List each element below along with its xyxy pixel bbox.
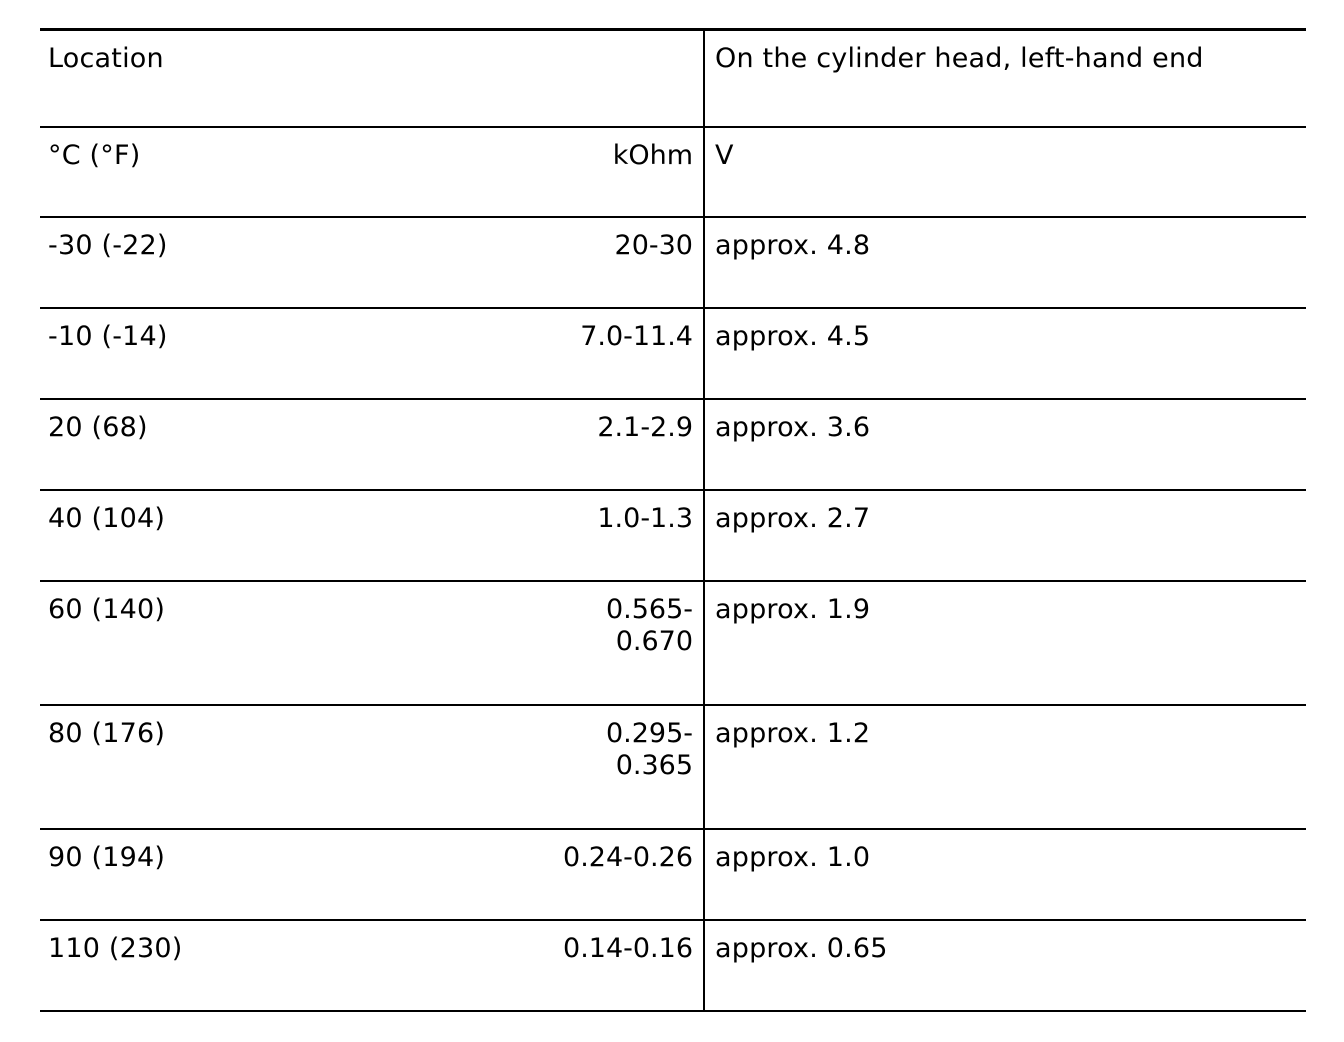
temperature-cell: 80 (176)	[48, 718, 166, 749]
resistance-cell: 20-30	[614, 230, 693, 261]
right-cell	[705, 309, 1306, 398]
left-cell	[40, 921, 705, 1010]
temperature-cell: 20 (68)	[48, 412, 148, 443]
left-cell	[40, 309, 705, 398]
resistance-cell: 7.0-11.4	[580, 321, 693, 352]
temperature-cell: 40 (104)	[48, 503, 166, 534]
right-cell	[705, 400, 1306, 489]
voltage-cell: approx. 4.8	[715, 230, 871, 261]
table-row	[40, 921, 1306, 1012]
right-cell	[705, 491, 1306, 580]
voltage-cell: approx. 1.9	[715, 594, 871, 625]
voltage-cell: approx. 1.0	[715, 842, 871, 873]
temperature-cell: -30 (-22)	[48, 230, 168, 261]
location-value-cell	[705, 31, 1306, 126]
voltage-cell: approx. 3.6	[715, 412, 871, 443]
voltage-cell: approx. 0.65	[715, 933, 888, 964]
header-right-cell	[705, 128, 1306, 216]
resistance-cell: 0.565- 0.670	[605, 594, 693, 657]
location-label-cell	[40, 31, 705, 126]
resistance-header: kOhm	[612, 140, 693, 171]
voltage-header: V	[715, 140, 734, 171]
header-row	[40, 128, 1306, 218]
temperature-cell: -10 (-14)	[48, 321, 168, 352]
sensor-spec-table	[40, 28, 1306, 1012]
right-cell	[705, 582, 1306, 704]
right-cell	[705, 218, 1306, 307]
left-cell	[40, 491, 705, 580]
left-cell	[40, 830, 705, 919]
left-cell	[40, 706, 705, 828]
resistance-cell: 0.24-0.26	[563, 842, 693, 873]
left-cell	[40, 582, 705, 704]
location-value: On the cylinder head, left-hand end	[715, 43, 1204, 74]
resistance-cell: 2.1-2.9	[597, 412, 693, 443]
voltage-cell: approx. 4.5	[715, 321, 871, 352]
right-cell	[705, 706, 1306, 828]
voltage-cell: approx. 2.7	[715, 503, 871, 534]
right-cell	[705, 921, 1306, 1010]
table-row	[40, 706, 1306, 830]
resistance-cell: 0.295- 0.365	[605, 718, 693, 781]
table-row	[40, 400, 1306, 491]
right-cell	[705, 830, 1306, 919]
table-row	[40, 491, 1306, 582]
header-left-cell	[40, 128, 705, 216]
table-row	[40, 830, 1306, 921]
resistance-cell: 1.0-1.3	[597, 503, 693, 534]
resistance-cell: 0.14-0.16	[563, 933, 693, 964]
location-label: Location	[48, 43, 164, 74]
left-cell	[40, 218, 705, 307]
temperature-cell: 60 (140)	[48, 594, 166, 625]
left-cell	[40, 400, 705, 489]
table-row	[40, 309, 1306, 400]
table-row	[40, 218, 1306, 309]
temperature-cell: 90 (194)	[48, 842, 166, 873]
temperature-header: °C (°F)	[48, 140, 141, 171]
voltage-cell: approx. 1.2	[715, 718, 871, 749]
temperature-cell: 110 (230)	[48, 933, 183, 964]
table-row	[40, 582, 1306, 706]
location-row	[40, 31, 1306, 128]
